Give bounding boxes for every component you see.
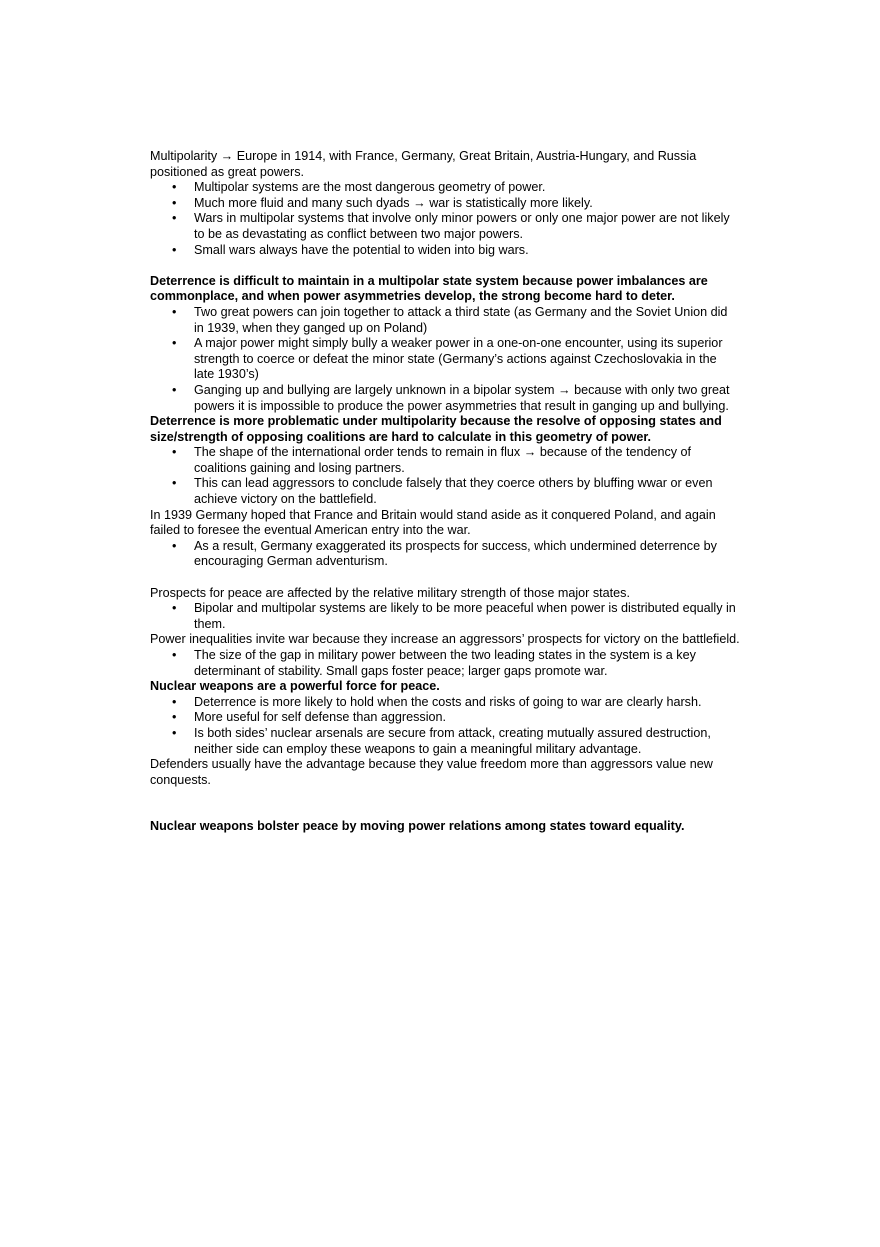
power-gap-bullets [150, 648, 740, 679]
deterrence-difficult-heading: Deterrence is difficult to maintain in a multipolar state system because power imbalances are commonplace, and when power asymmetries develop, the strong become hard to deter. [150, 273, 708, 304]
list-item: • Ganging up and bullying are largely unknown in a bipolar system → because with only two great powers it is impossible to produce the power asymmetries that result in ganging up and bullying. [150, 383, 740, 414]
nuclear-weapons-bullets [150, 695, 740, 757]
list-item: • This can lead aggressors to conclude falsely that they coerce others by bluffing wwar or even achieve victory on the battlefield. [150, 476, 740, 507]
deterrence-problematic-bullets [150, 445, 740, 507]
list-item: • Two great powers can join together to attack a third state (as Germany and the Soviet Union did in 1939, when they ganged up on Poland) [150, 305, 740, 336]
list-item: • The size of the gap in military power between the two leading states in the system is a key determinant of stability. Small gaps foster peace; larger gaps promote war. [150, 648, 740, 679]
germany-1939-paragraph: In 1939 Germany hoped that France and Britain would stand aside as it conquered Poland, and again failed to foresee the eventual American entry into the war. [150, 507, 716, 538]
list-item: • Deterrence is more likely to hold when the costs and risks of going to war are clearly harsh. [150, 695, 740, 711]
nuclear-weapons-heading: Nuclear weapons are a powerful force for peace. [150, 679, 440, 694]
spacer [150, 258, 740, 274]
spacer [150, 788, 740, 819]
list-item: • The shape of the international order tends to remain in flux → because of the tendency of coalitions gaining and losing partners. [150, 445, 740, 476]
list-item: • Much more fluid and many such dyads → war is statistically more likely. [150, 196, 740, 212]
list-item: • Multipolar systems are the most dangerous geometry of power. [150, 180, 740, 196]
list-item: • A major power might simply bully a weaker power in a one-on-one encounter, using its superior strength to coerce or defeat the minor state (Germany’s actions against Czechoslovakia in the late 1930’s) [150, 336, 740, 383]
list-item: • More useful for self defense than aggression. [150, 710, 740, 726]
list-item: • As a result, Germany exaggerated its prospects for success, which undermined deterrence by encouraging German adventurism. [150, 539, 740, 570]
spacer [150, 570, 740, 586]
deterrence-problematic-heading: Deterrence is more problematic under multipolarity because the resolve of opposing states and size/strength of opposing coalitions are hard to calculate in this geometry of power. [150, 414, 722, 444]
power-inequalities-paragraph: Power inequalities invite war because they increase an aggressors’ prospects for victory on the battlefield. [150, 632, 740, 647]
defenders-paragraph: Defenders usually have the advantage because they value freedom more than aggressors value new conquests. [150, 757, 713, 787]
prospects-for-peace-intro: Prospects for peace are affected by the relative military strength of those major states. [150, 585, 630, 600]
multipolarity-bullets [150, 180, 740, 258]
list-item: • Is both sides’ nuclear arsenals are secure from attack, creating mutually assured destruction, neither side can employ these weapons to gain a meaningful military advantage. [150, 726, 740, 757]
list-item: • Small wars always have the potential to widen into big wars. [150, 243, 740, 259]
germany-bullets [150, 539, 740, 570]
list-item: • Wars in multipolar systems that involve only minor powers or only one major power are not likely to be as devastating as conflict between two major powers. [150, 211, 740, 242]
prospects-bullets [150, 601, 740, 632]
nuclear-peace-conclusion: Nuclear weapons bolster peace by moving power relations among states toward equality. [150, 819, 685, 834]
list-item: • Bipolar and multipolar systems are likely to be more peaceful when power is distributed equally in them. [150, 601, 740, 632]
deterrence-difficult-bullets [150, 305, 740, 414]
multipolarity-intro: Multipolarity → Europe in 1914, with France, Germany, Great Britain, Austria-Hungary, and Russia positioned as great powers. [150, 149, 697, 179]
document-page [150, 149, 740, 835]
